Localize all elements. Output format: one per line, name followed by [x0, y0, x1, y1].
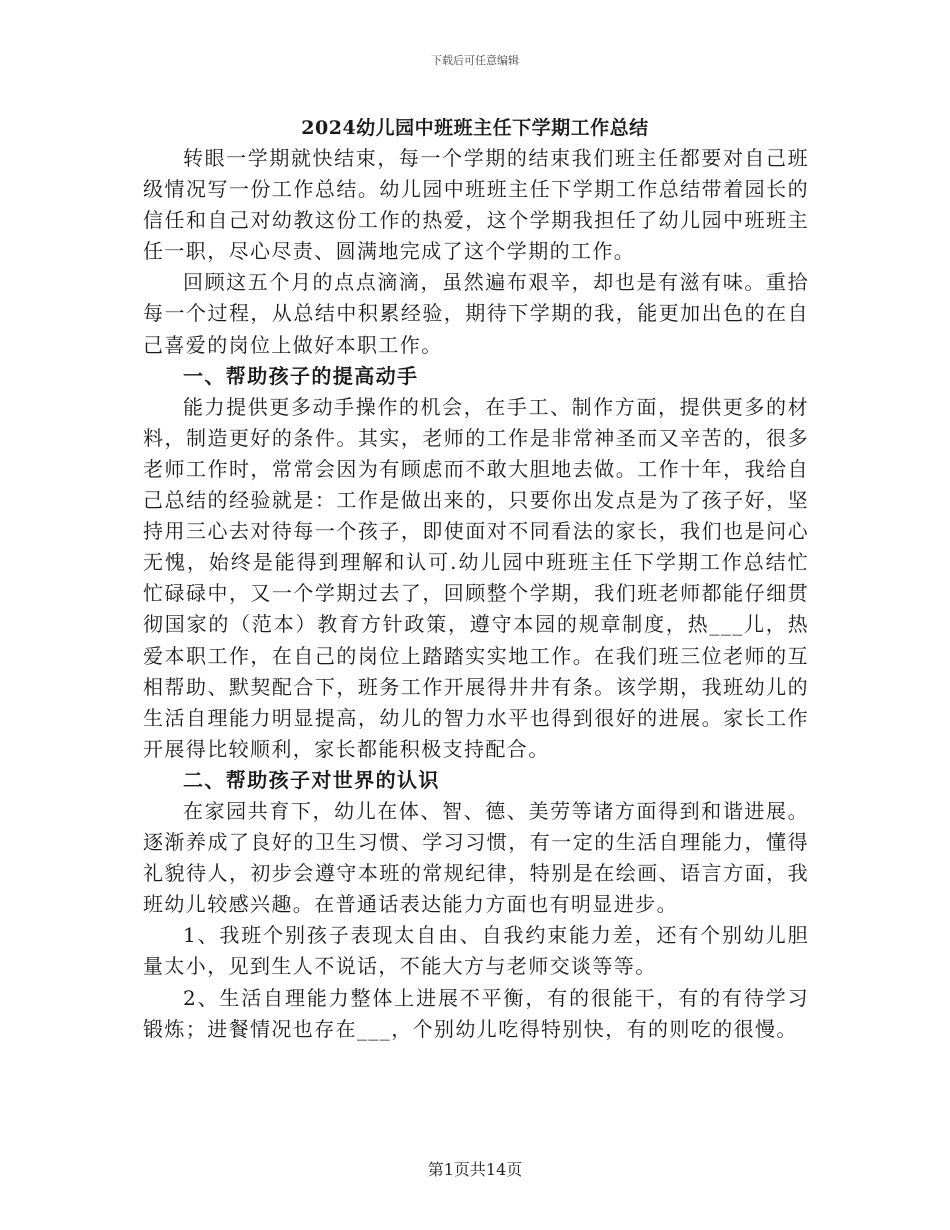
section-heading: 二、帮助孩子对世界的认识 — [183, 767, 440, 792]
document-body — [143, 143, 809, 1045]
paragraph: 2、生活自理能力整体上进展不平衡，有的很能干，有的有待学习锻炼；进餐情况也存在___，个别幼儿吃得特别快，有的则吃的很慢。 — [143, 985, 809, 1041]
paragraph: 1、我班个别孩子表现太自由、自我约束能力差，还有个别幼儿胆量太小，见到生人不说话，不能大方与老师交谈等等。 — [143, 923, 809, 979]
section-heading: 一、帮助孩子的提高动手 — [183, 363, 419, 388]
paragraph: 能力提供更多动手操作的机会，在手工、制作方面，提供更多的材料，制造更好的条件。其实，老师的工作是非常神圣而又辛苦的，很多老师工作时，常常会因为有顾虑而不敢大胆地去做。工作十年，我给自己总结的经验就是：工作是做出来的，只要你出发点是为了孩子好，坚持用三心去对待每一个孩子，即使面对不同看法的家长，我们也是问心无愧，始终是能得到理解和认可.幼儿园中班班主任下学期工作总结忙忙碌碌中，又一个学期过去了，回顾整个学期，我们班老师都能仔细贯彻国家的（范本）教育方针政策，遵守本园的规章制度，热___儿，热爱本职工作，在自己的岗位上踏踏实实地工作。在我们班三位老师的互相帮助、默契配合下，班务工作开展得井井有条。该学期，我班幼儿的生活自理能力明显提高，幼儿的智力水平也得到很好的进展。家长工作开展得比较顺利，家长都能积极支持配合。 — [143, 394, 809, 761]
document-title: 2024幼儿园中班班主任下学期工作总结 — [301, 117, 649, 139]
paragraph: 在家园共育下，幼儿在体、智、德、美劳等诸方面得到和谐进展。逐渐养成了良好的卫生习惯、学习习惯，有一定的生活自理能力，懂得礼貌待人，初步会遵守本班的常规纪律，特别是在绘画、语言方面，我班幼儿较感兴趣。在普通话表达能力方面也有明显进步。 — [143, 798, 809, 917]
paragraph: 回顾这五个月的点点滴滴，虽然遍布艰辛，却也是有滋有味。重拾每一个过程，从总结中积累经验，期待下学期的我，能更加出色的在自己喜爱的岗位上做好本职工作。 — [143, 270, 809, 357]
paragraph: 转眼一学期就快结束，每一个学期的结束我们班主任都要对自己班级情况写一份工作总结。幼儿园中班班主任下学期工作总结带着园长的信任和自己对幼教这份工作的热爱，这个学期我担任了幼儿园中班班主任一职，尽心尽责、圆满地完成了这个学期的工作。 — [143, 146, 809, 264]
page-footer: 第1页共14页 — [427, 1160, 523, 1179]
header-note: 下载后可任意编辑 — [431, 54, 519, 67]
